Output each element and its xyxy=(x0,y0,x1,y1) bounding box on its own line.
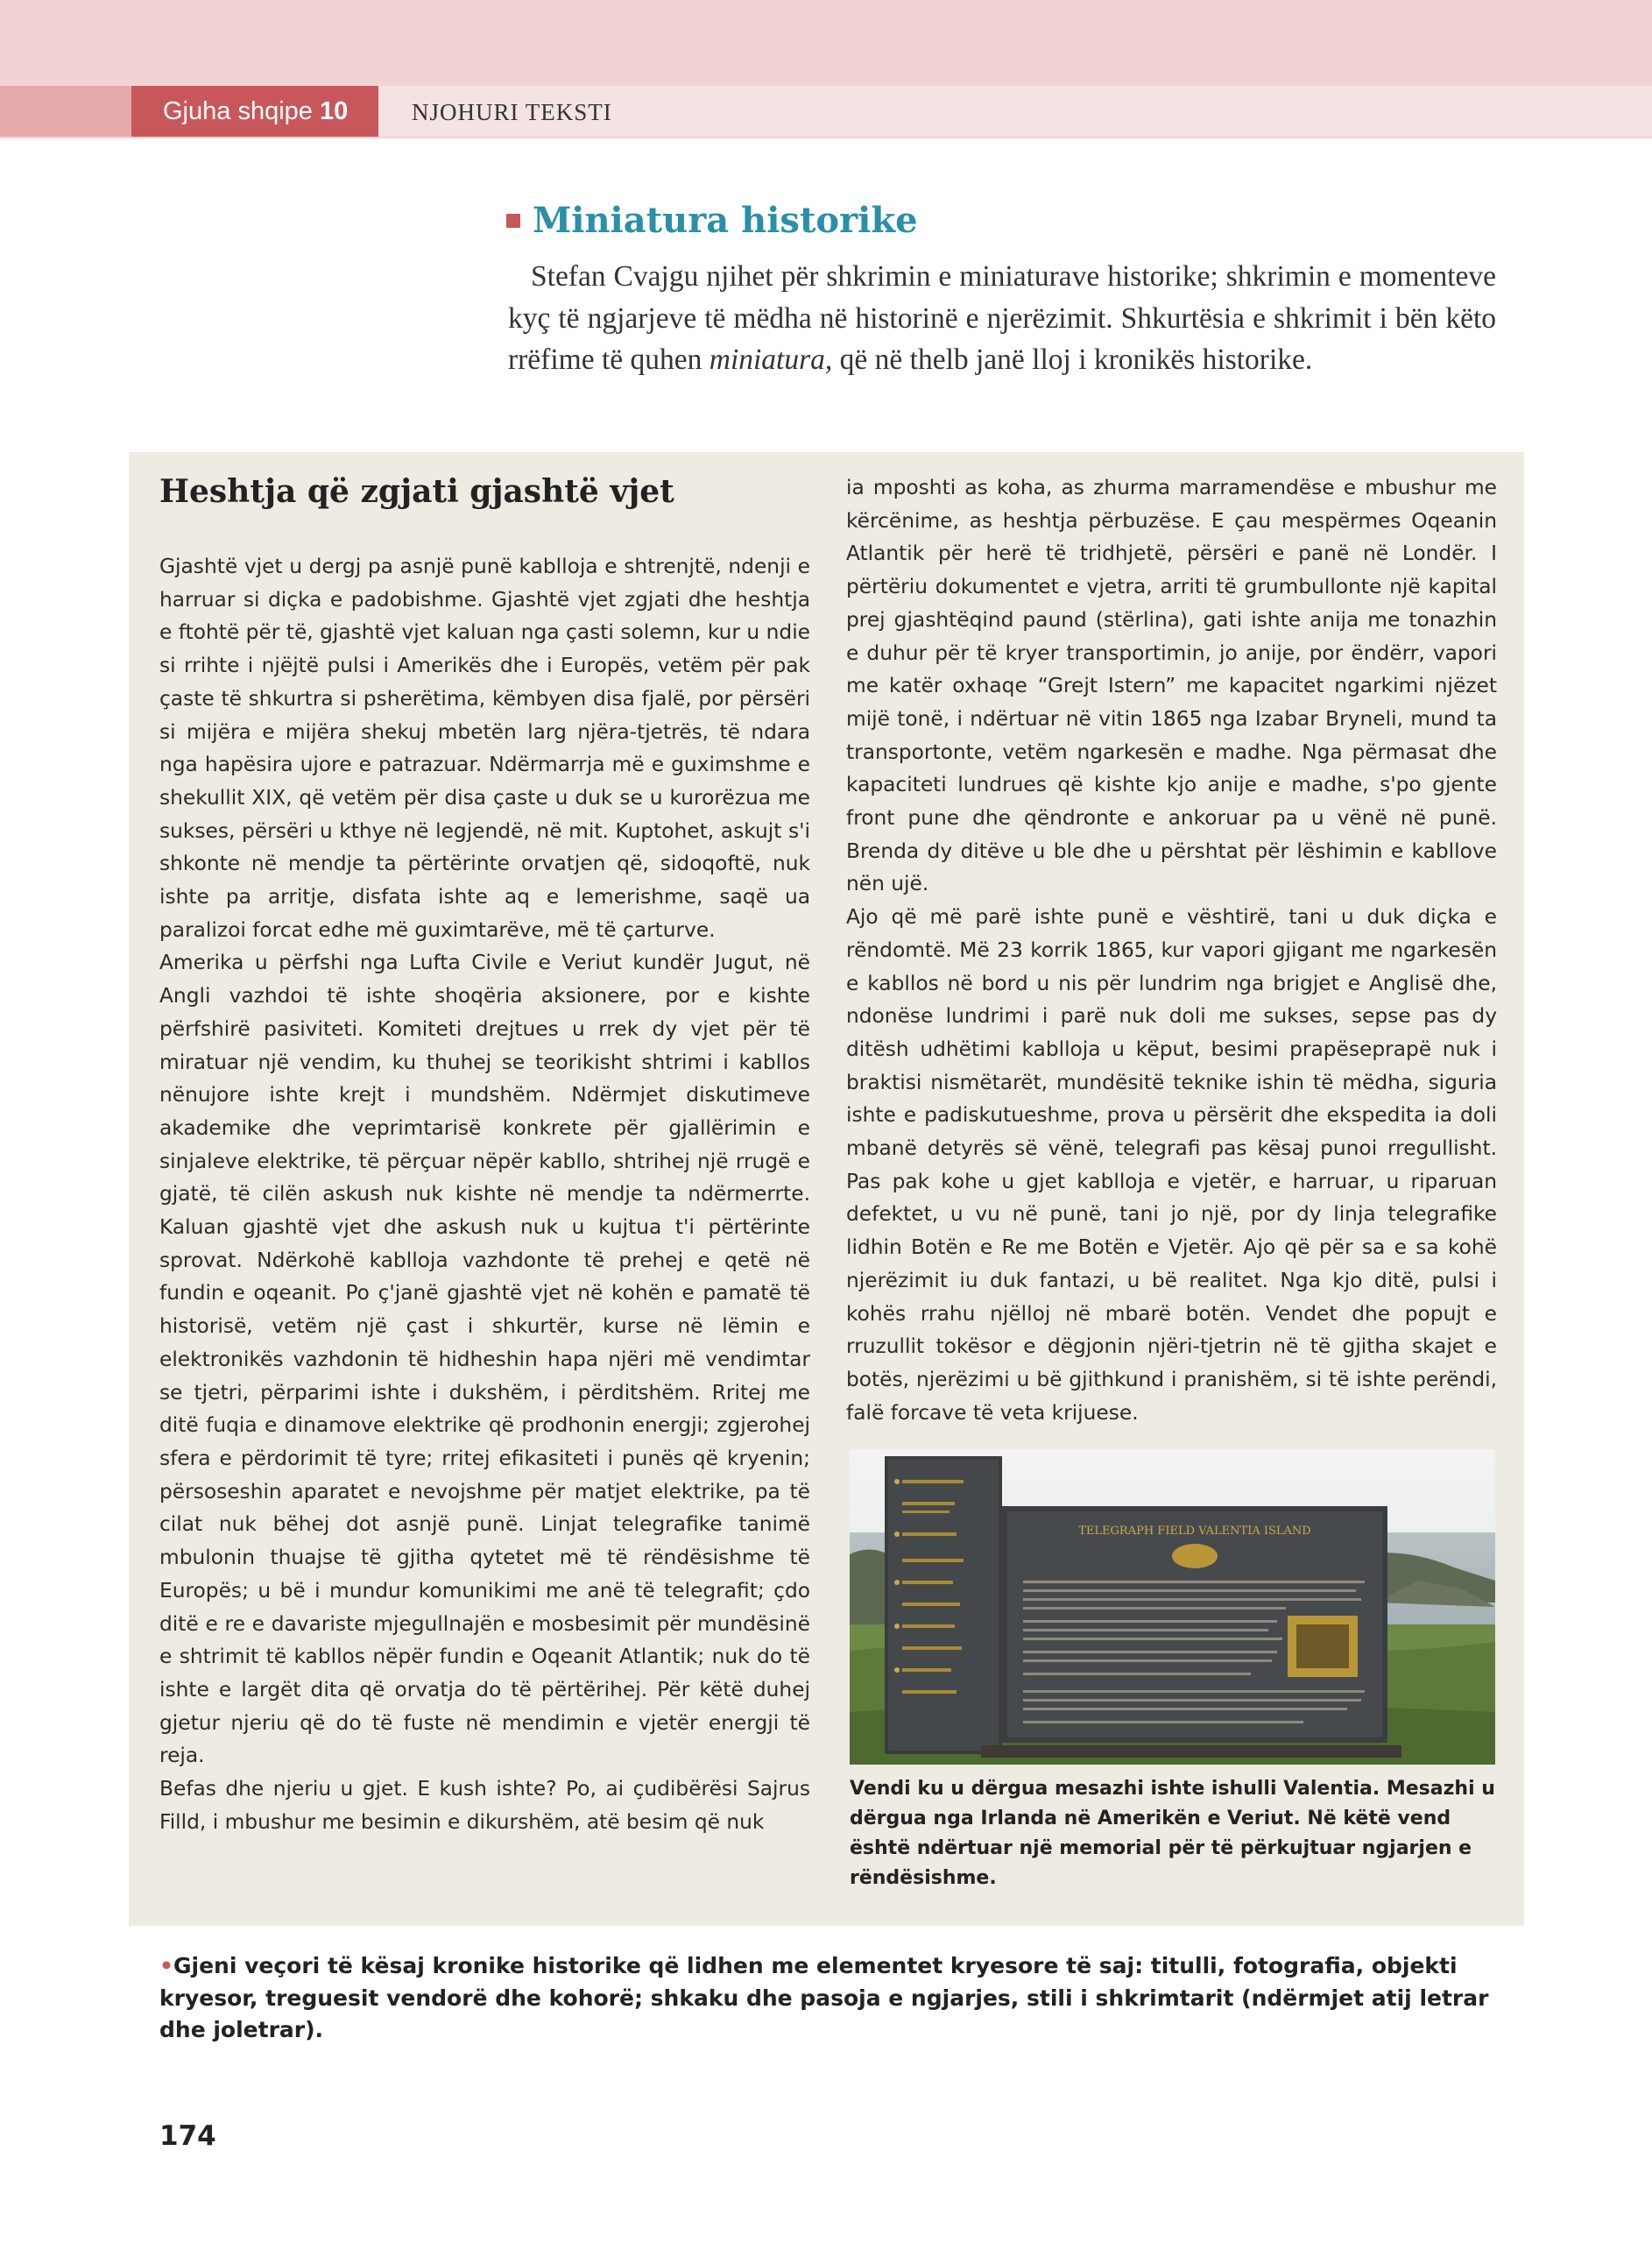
article-paragraph: ia mposhti as koha, as zhurma marramendëse e mbushur me kërcënime, as heshtja përbuzëse. E çau mespërmes Oqeanin Atlantik për herë të tridhjetë, përsëri e panë në Londër. I përtëriu dokumentet e vjetra, arriti të grumbullonte një kapital prej gjashtëqind paund (stërlina), gati ishte anija me tonazhin e duhur për të kryer transportimin, jo anije, por ëndërr, vapori me katër oxhaqe “Grejt Istern” me kapacitet ngarkimi njëzet mijë tonë, i ndërtuar në vitin 1865 nga Izabar Bryneli, mund ta transportonte, vetëm ngarkesën e madhe. Nga përmasat dhe kapaciteti lundrues që kishte kjo anije e madhe, s'po gjente front pune dhe qëndronte e ankoruar pa u vënë në punë. Brenda dy ditëve u ble dhe u përshtat për lëshimin e kabllove nën ujë. xyxy=(846,476,1497,896)
page-number: 174 xyxy=(159,2120,216,2152)
section-title: NJOHURI TEKSTI xyxy=(412,99,612,125)
intro-paragraph xyxy=(508,256,1496,381)
intro-italic-term: miniatura, xyxy=(709,343,833,376)
task-bullet: • xyxy=(159,1953,173,1978)
book-title: Gjuha shqipe xyxy=(163,97,313,125)
article-paragraph: Befas dhe njeriu u gjet. E kush ishte? Po, ai çudibërësi Sajrus Filld, i mbushur me besimin e dikurshëm, atë besim që nuk xyxy=(159,1777,810,1834)
book-tab xyxy=(131,86,378,137)
article-paragraph: Ajo që më parë ishte punë e vështirë, tani u duk diçka e rëndomtë. Më 23 korrik 1865, kur vapori gjigant me ngarkesën e kabllos në bord u nis për lundrim nga brigjet e Anglisë dhe, ndonëse lundrimi i parë nuk doli me sukses, sepse pas dy ditësh udhëtimi kablloja u këput, besimi prapëseprapë nuk i braktisi nismëtarët, mundësitë teknike ishin të mëdha, siguria ishte e padiskutueshme, prova u përsërit dhe ekspedita ia doli mbanë detyrës së vënë, telegrafi pas kësaj punoi rregullisht. Pas pak kohe u gjet kablloja e vjetër, e harruar, u riparuan defektet, u vu në punë, tani jo një, por dy linja telegrafike lidhin Botën e Re me Botën e Vjetër. Ajo që për sa e sa kohë njerëzimit iu duk fantazi, u bë realitet. Nga kjo ditë, pulsi i kohës rrahu njëlloj në mbarë botën. Vendet dhe popujt e rruzullit tokësor e dëgjonin njëri-tjetrin në të gjitha skajet e botës, njerëzimi u bë gjithkund i pranishëm, si të ishte perëndi, falë forcave të veta krijuese. xyxy=(846,905,1497,1425)
square-bullet-icon xyxy=(506,214,520,228)
header-strip xyxy=(0,86,131,137)
task-instruction xyxy=(159,1950,1508,2047)
task-text: Gjeni veçori të kësaj kronike historike që lidhen me elementet kryesore të saj: titulli, fotografia, objekti kryesor, treguesit vendorë dhe kohorë; shkaku dhe pasoja e ngjarjes, stili i shkrimtarit (ndërmjet atij letrar dhe joletrar). xyxy=(159,1953,1489,2042)
plaque-title: TELEGRAPH FIELD VALENTIA ISLAND xyxy=(1078,1525,1311,1538)
article-title: Heshtja që zgjati gjashtë vjet xyxy=(159,473,674,510)
memorial-photo xyxy=(850,1449,1495,1765)
intro-heading xyxy=(506,200,918,241)
article-paragraph: Amerika u përfshi nga Lufta Civile e Veriut kundër Jugut, në Angli vazhdoi të ishte shoqëria aksionere, por e kishte përfshirë pasiviteti. Komiteti drejtues u rrek dy vjet për të miratuar një vendim, ku thuhej se teorikisht shtrimi i kabllos nënujore ishte krejt i mundshëm. Ndërmjet diskutimeve akademike dhe veprimtarisë konkrete për gjallërimin e sinjaleve elektrike, të përçuar nëpër kabllo, shtrihej një rrugë e gjatë, të cilën askush nuk kishte në mendje ta ndërmerrte. Kaluan gjashtë vjet dhe askush nuk u kujtua t'i përtërinte sprovat. Ndërkohë kablloja vazhdonte të prehej e qetë në fundin e oqeanit. Po ç'janë gjashtë vjet në kohën e pamatë të historisë, vetëm një çast i shkurtër, kurse në lëmin e elektronikës vazhdonin të hidheshin hapa njëri më vendimtar se tjetri, përparimi ishte i dukshëm, i përditshëm. Rritej me ditë fuqia e dinamove elektrike që prodhonin energji; zgjerohej sfera e përdorimit të tyre; rritej efikasiteti i punës që kryenin; përsoseshin aparatet e nevojshme për matjet elektrike, pa të cilat nuk bëhej dot asnjë punë. Linjat telegrafike tanimë mbulonin thuajse të gjitha qytetet më të rëndësishme të Europës; u bë i mundur komunikimi me anë të telegrafit; çdo ditë e re e davariste mjegullnajën e mosbesimit për mundësinë e shtrimit të kabllos nëpër fundin e Oqeanit Atlantik; nuk do të ishte e largët dita që orvatja do të përtërihej. Për këtë duhej gjetur njeriu që do të fuste në mendimin e vjetër energji të reja. xyxy=(159,951,810,1768)
article-left-column xyxy=(159,550,810,1838)
memorial-photo-drawing xyxy=(850,1449,1495,1765)
photo-caption: Vendi ku u dërgua mesazhi ishte ishulli Valentia. Mesazhi u dërgua nga Irlanda në Amerikën e Veriut. Në këtë vend është ndërtuar një memorial për të përkujtuar ngjarjen e rëndësishme. xyxy=(850,1778,1495,1889)
intro-title: Miniatura historike xyxy=(533,200,918,241)
intro-text-end: që në thelb janë lloj i kronikës historike. xyxy=(832,343,1313,376)
article-paragraph: Gjashtë vjet u dergj pa asnjë punë kablloja e shtrenjtë, ndenji e harruar si diçka e padobishme. Gjashtë vjet zgjati dhe heshtja e ftohtë për të, gjashtë vjet kaluan nga çasti solemn, kur u ndie si rrihte i njëjtë pulsi i Amerikës dhe i Europës, vetëm për pak çaste të shkurtra si psherëtima, këmbyen disa fjalë, por përsëri si mijëra e mijëra shekuj mbetën larg njëra-tjetrës, të ndara nga hapësira ujore e patrazuar. Ndërmarrja më e guximshme e shekullit XIX, që vetëm për disa çaste u duk se u kurorëzua me sukses, përsëri u kthye në legjendë, në mit. Kuptohet, askujt s'i shkonte në mendje ta përtërinte orvatjen që, sidoqoftë, nuk ishte pa arritje, disfata ishte aq e lemerishme, saqë ua paralizoi forcat edhe më guximtarëve, më të çarturve. xyxy=(159,555,810,942)
article-right-column xyxy=(846,471,1497,1429)
intro-text-start: Stefan Cvajgu njihet për shkrimin e miniaturave historike; shkrimin e momenteve kyç të ngjarjeve të mëdha në historinë e njerëzimit. Shkurtësia e shkrimit i bën këto rrëfime të quhen xyxy=(508,260,1496,376)
grade-number: 10 xyxy=(319,97,349,125)
